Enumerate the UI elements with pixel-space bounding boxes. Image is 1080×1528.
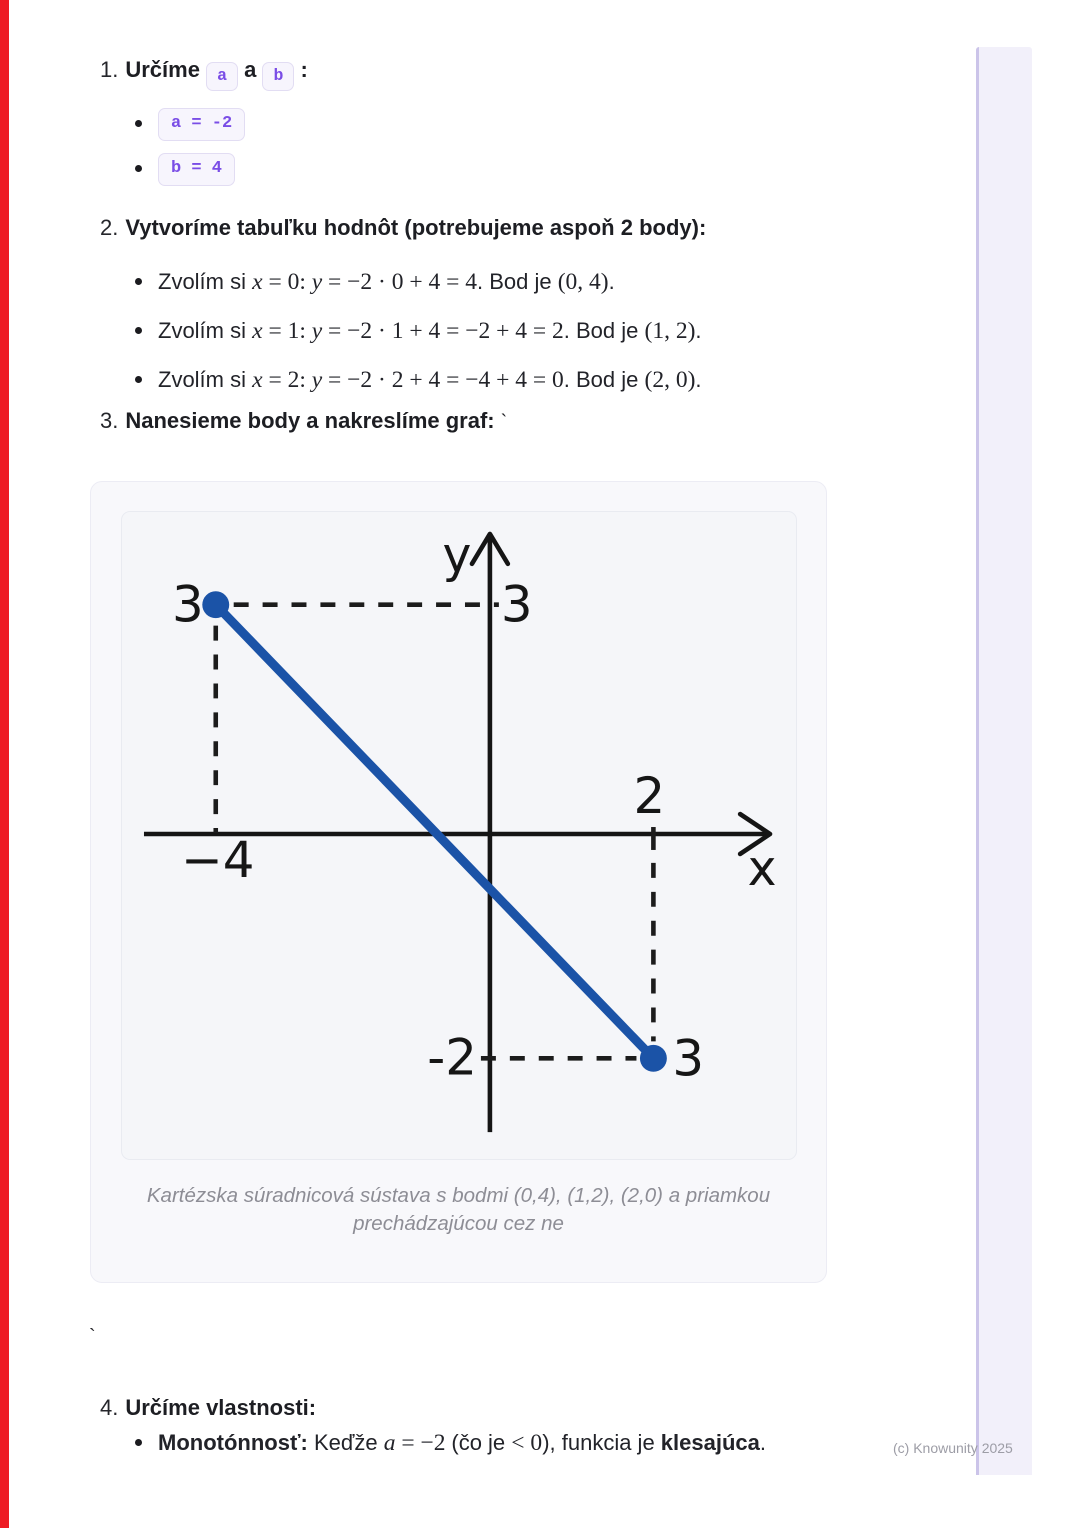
bullet-dot: [135, 120, 142, 127]
step1-item-b: [135, 153, 235, 186]
bullet-dot: [135, 327, 142, 334]
step4-number: 4.: [100, 1395, 119, 1420]
step1-item-a: [135, 108, 245, 141]
step2-heading: [100, 213, 706, 243]
step4-bullet: [135, 1427, 955, 1459]
inline-code-b: b: [262, 62, 294, 91]
code-chip-a: a = -2: [158, 108, 245, 141]
bullet-dot: [135, 376, 142, 383]
point-a-label: 3: [171, 575, 204, 634]
code-chip-b: b = 4: [158, 153, 235, 186]
point-b-label: 3: [672, 1029, 705, 1088]
xminus4-label: −4: [181, 830, 255, 889]
copyright-notice: (c) Knowunity 2025: [893, 1440, 1013, 1456]
x-axis-label: x: [747, 839, 777, 897]
bullet-dot: [135, 278, 142, 285]
step3-number: 3.: [100, 408, 119, 433]
graph-svg: [122, 512, 796, 1159]
bullet-dot: [135, 1439, 142, 1446]
y-axis-label: y: [442, 526, 472, 584]
point-a: [202, 591, 229, 618]
yminus2-label: -2: [427, 1028, 477, 1087]
value-row-1: Zvolím si x = 1: y = −2 · 1 + 4 = −2 + 4 = 2. Bod je (1, 2).: [158, 318, 702, 344]
monotonicity-text: Monotónnosť: Keďže a = −2 (čo je < 0), funkcia je klesajúca.: [158, 1430, 766, 1456]
step1-title: Určíme: [125, 57, 200, 82]
backtick-char: `: [500, 412, 508, 433]
value-row-2: Zvolím si x = 2: y = −2 · 2 + 4 = −4 + 4 = 0. Bod je (2, 0).: [158, 367, 702, 393]
step3-title: Nanesieme body a nakreslíme graf:: [125, 408, 495, 433]
scrollbar-strip[interactable]: [976, 47, 1032, 1475]
step2-title: Vytvoríme tabuľku hodnôt (potrebujeme aspoň 2 body):: [125, 215, 707, 240]
bullet-dot: [135, 165, 142, 172]
list-item: [135, 364, 935, 396]
step3-heading: [100, 406, 507, 438]
figure-caption: Kartézska súradnicová sústava s bodmi (0,4), (1,2), (2,0) a priamkou prechádzajúcou cez ne: [146, 1184, 771, 1235]
step4-heading: [100, 1393, 316, 1423]
stray-backtick: `: [89, 1326, 96, 1348]
function-line: [216, 605, 654, 1059]
step2-number: 2.: [100, 215, 119, 240]
value-row-0: Zvolím si x = 0: y = −2 · 0 + 4 = 4. Bod je (0, 4).: [158, 269, 615, 295]
coordinate-plot: [121, 511, 797, 1160]
step1-heading: [100, 55, 308, 91]
step1-title-line: [125, 55, 307, 91]
point-b: [640, 1045, 667, 1072]
step1-number: 1.: [100, 57, 119, 82]
list-item: [135, 315, 935, 347]
step3-title-line: [125, 406, 507, 438]
step1-colon: :: [300, 57, 308, 82]
figure-card: [90, 481, 827, 1283]
inline-code-a: a: [206, 62, 238, 91]
step4-title: Určíme vlastnosti:: [125, 1395, 317, 1420]
y3-label: 3: [500, 575, 533, 634]
x2-label: 2: [633, 767, 666, 826]
step1-connector: a: [244, 57, 257, 82]
step2-list: [135, 266, 935, 396]
list-item: [135, 266, 935, 298]
left-red-edge-bar: [0, 0, 9, 1528]
